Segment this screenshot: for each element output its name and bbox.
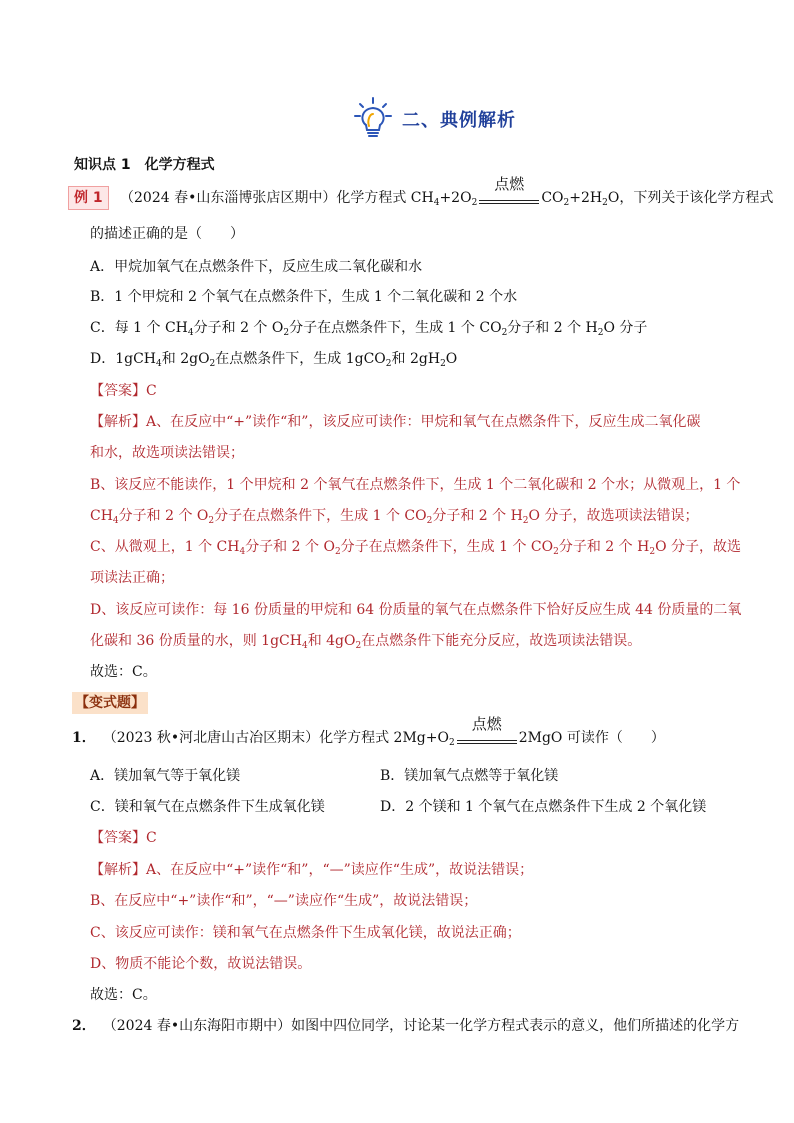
example-stem-line2: 的描述正确的是（ ） (90, 226, 244, 242)
variant-q1-option-c: C．镁和氧气在点燃条件下生成氧化镁 (90, 799, 325, 815)
answer-value: C (146, 383, 157, 399)
variant-q1-analysis-d: D、物质不能论个数，故说法错误。 (90, 956, 312, 972)
example-tag: 例 1 (68, 186, 109, 210)
analysis-c-line2: 项读法正确； (90, 570, 174, 586)
question-number: 2． (72, 1018, 96, 1034)
variant-q1-answer (90, 828, 157, 848)
example-source: （2024 春•山东淄博张店区期中） (120, 190, 337, 206)
variant-q1-analysis-b: B、在反应中“+”读作“和”，“—”读应作“生成”，故说法错误； (90, 893, 478, 909)
option-a: A．甲烷加氧气在点燃条件下，反应生成二氧化碳和水 (90, 259, 423, 275)
answer-line (90, 381, 157, 401)
question-source: （2024 春•山东海阳市期中） (109, 1018, 292, 1034)
question-source: （2023 秋•河北唐山古冶区期末） (109, 730, 320, 746)
analysis-text: A、在反应中“+”读作“和”，该反应可读作：甲烷和氧气在点燃条件下，反应生成二氧化碳 (146, 414, 701, 430)
variant-q1-option-d: D．2 个镁和 1 个氧气在点燃条件下生成 2 个氧化镁 (380, 799, 707, 815)
option-c: C．每 1 个 $CH_4$分子和 2 个 $O_2$分子在点燃条件下，生成 1 个 $CO_2$分子和 2 个 $H_2O$ 分子 (90, 320, 648, 338)
analysis-label: 【解析】 (90, 414, 146, 430)
answer-value: C (146, 830, 157, 846)
variant-q1-option-b: B．镁加氧气点燃等于氧化镁 (380, 768, 559, 784)
q2-stem: 如图中四位同学，讨论某一化学方程式表示的意义，他们所描述的化学方 (291, 1018, 740, 1034)
variant-q1-analysis-a (90, 860, 533, 880)
reaction-condition (455, 715, 519, 748)
reaction-condition (477, 175, 541, 208)
section-heading (352, 96, 516, 142)
lightbulb-icon (352, 96, 394, 142)
eq-o2: +2O (439, 190, 472, 206)
analysis-d-line1: D、该反应可读作：每 16 份质量的甲烷和 64 份质量的氧气在点燃条件下恰好反应生成 44 份质量的二氧 (90, 602, 742, 618)
stem-prefix: 化学方程式 (336, 190, 411, 206)
variant-q2-stem (72, 1016, 739, 1036)
q1-stem-prefix: 化学方程式 2Mg+O (319, 730, 449, 746)
analysis-text: A、在反应中“+”读作“和”，“—”读应作“生成”，故说法错误； (146, 862, 534, 878)
answer-label: 【答案】 (90, 383, 146, 399)
q1-stem-suffix: 2MgO 可读作（ ） (518, 730, 665, 746)
analysis-a-line1 (90, 412, 700, 432)
analysis-d-line2: 化碳和 36 份质量的水，则 1gCH$_4$和 $4gO_2$在点燃条件下能充分反应，故选项读法错误。 (90, 633, 642, 651)
analysis-a-line2: 和水，故选项读法错误； (90, 445, 244, 461)
option-b: B．1 个甲烷和 2 个氧气在点燃条件下，生成 1 个二氧化碳和 2 个水 (90, 289, 518, 305)
example-conclusion: 故选：C。 (90, 664, 157, 680)
variant-q1-stem (72, 715, 665, 748)
answer-label: 【答案】 (90, 830, 146, 846)
eq-o: O (607, 190, 620, 206)
eq-sub: 2 (602, 198, 608, 208)
stem-suffix: ，下列关于该化学方程式 (619, 190, 774, 206)
variant-q1-conclusion: 故选：C。 (90, 987, 157, 1003)
analysis-label: 【解析】 (90, 862, 146, 878)
eq-h: +2H (569, 190, 603, 206)
example-stem-line1 (120, 175, 774, 208)
variant-q1-option-a: A．镁加氧气等于氧化镁 (90, 768, 241, 784)
condition-text: 点燃 (471, 715, 502, 733)
analysis-b-line1: B、该反应不能读作，1 个甲烷和 2 个氧气在点燃条件下，生成 1 个二氧化碳和 2 个水；从微观上，1 个 (90, 477, 741, 493)
variant-q1-analysis-c: C、该反应可读作：镁和氧气在点燃条件下生成氧化镁，故说法正确； (90, 925, 521, 941)
eq-ch: CH (410, 190, 434, 206)
eq-sub: 2 (448, 738, 455, 748)
condition-text: 点燃 (494, 175, 525, 193)
section-title: 二、典例解析 (402, 110, 516, 131)
eq-sub: 2 (563, 198, 570, 208)
option-d: D．1gCH$_4$和 $2gO_2$在点燃条件下，生成 1gCO$_2$和 $2gH_2O$ (90, 351, 458, 369)
eq-co: CO (541, 190, 564, 206)
variant-tag: 【变式题】 (72, 692, 148, 714)
analysis-b-line2: $CH_4$分子和 2 个 $O_2$分子在点燃条件下，生成 1 个 $CO_2$分子和 2 个 $H_2O$ 分子，故选项读法错误； (90, 508, 699, 526)
eq-sub: 4 (433, 198, 440, 208)
analysis-c-line1: C、从微观上，1 个 $CH_4$分子和 2 个 $O_2$分子在点燃条件下，生成 1 个 $CO_2$分子和 2 个 $H_2O$ 分子，故选 (90, 539, 741, 557)
knowledge-point-heading: 知识点 1 化学方程式 (74, 157, 215, 173)
question-number: 1． (72, 730, 96, 746)
eq-sub: 2 (471, 198, 478, 208)
